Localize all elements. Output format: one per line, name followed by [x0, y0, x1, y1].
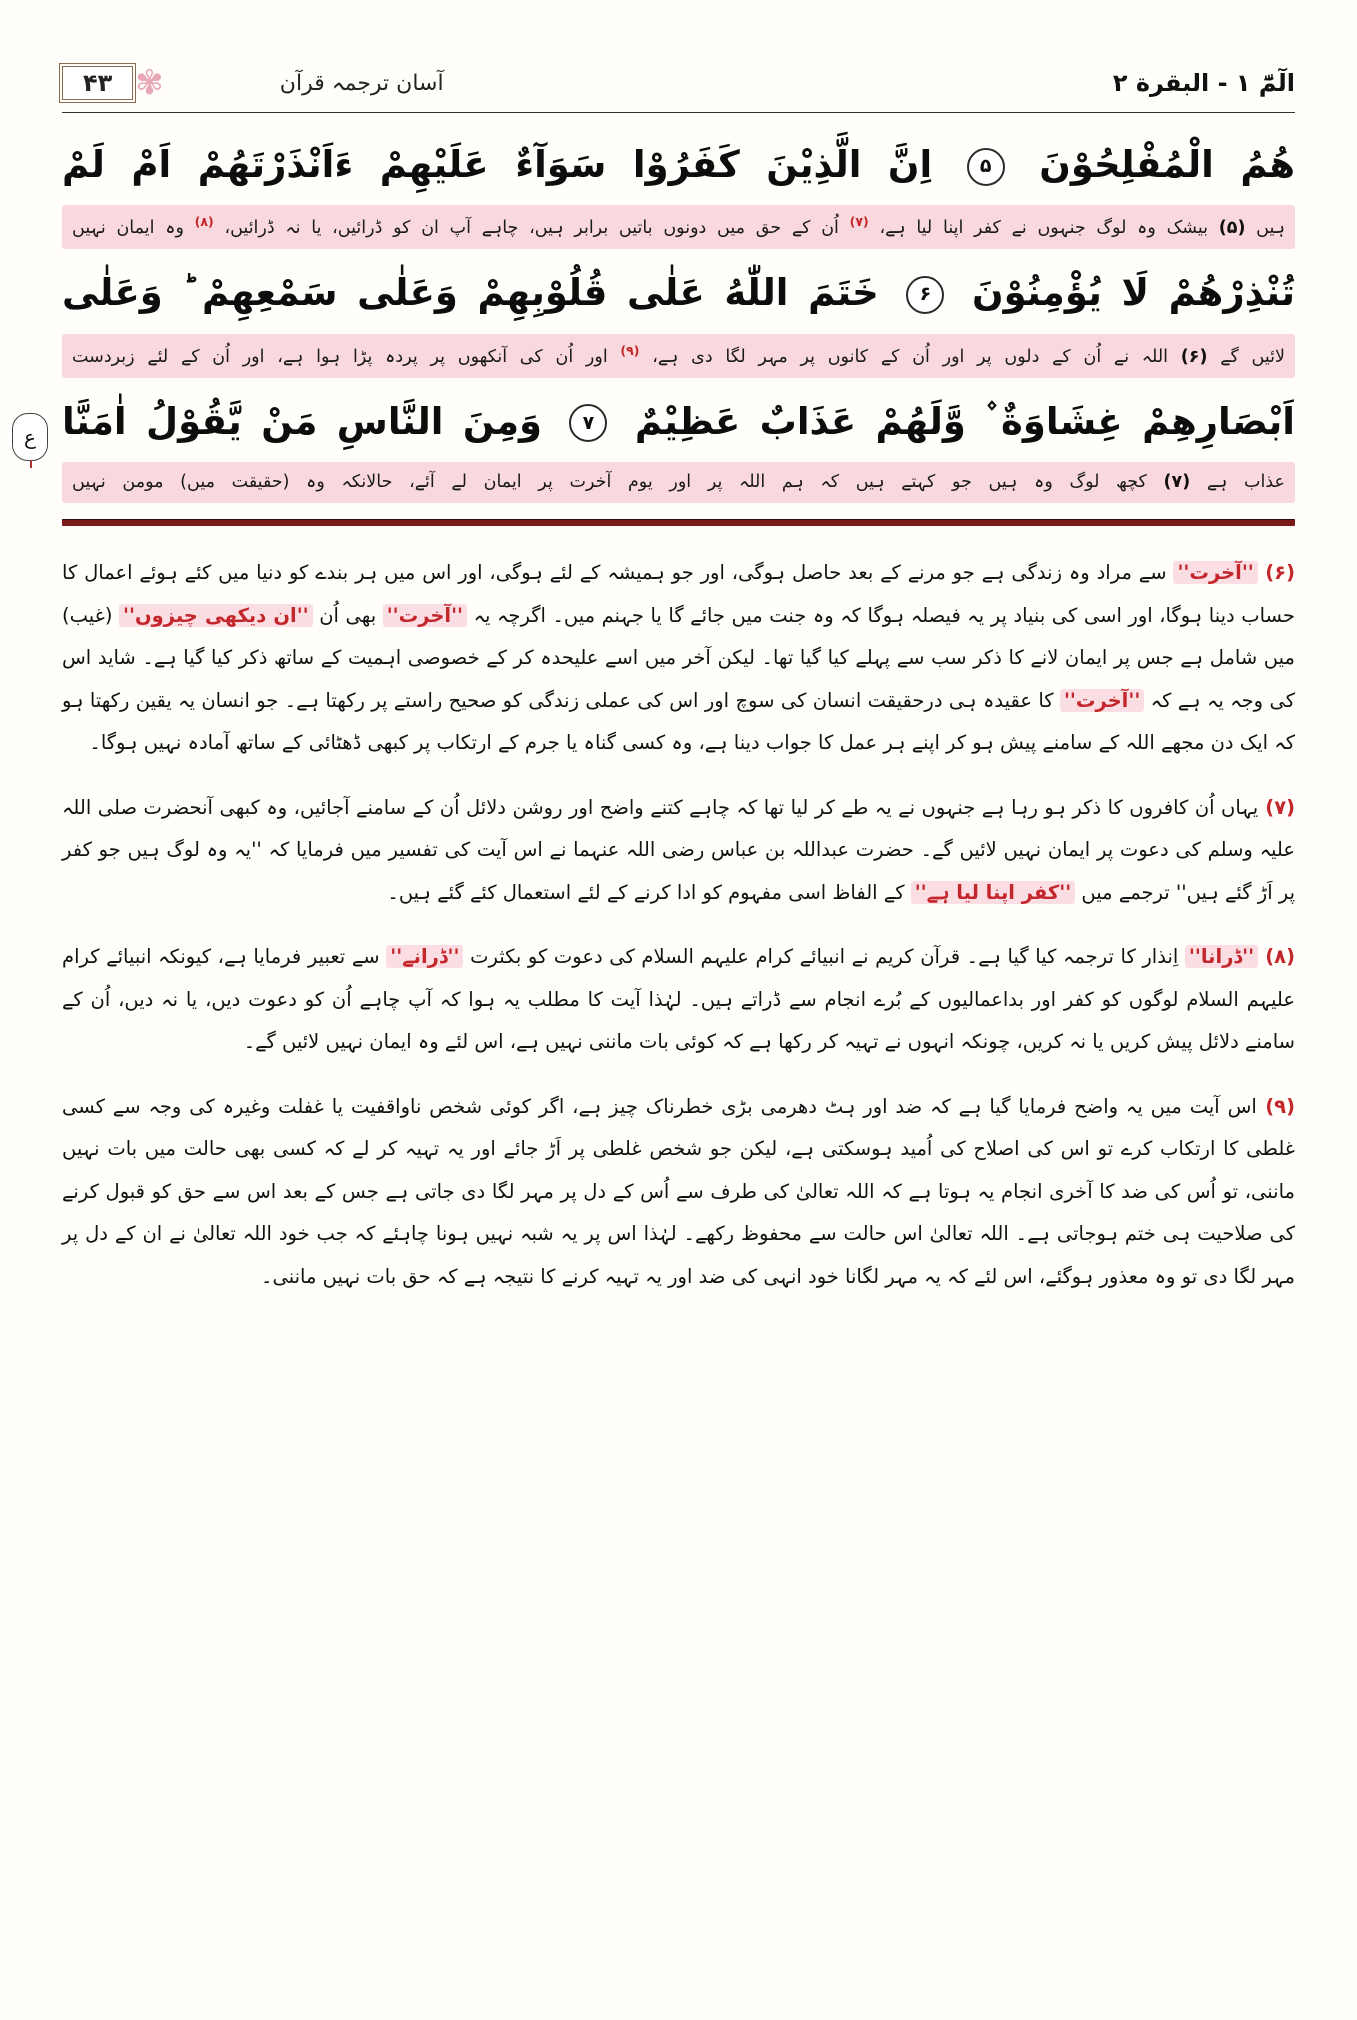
translation-text: اُن کے حق میں دونوں باتیں برابر ہیں، چاہے آپ ان کو ڈرائیں، یا نہ ڈرائیں،	[213, 218, 850, 239]
footnote-text: (غیب) میں شامل ہے جس پر ایمان لانے کا ذکر سب سے پہلے کیا گیا تھا۔ لیکن آخر میں اسے علیحدہ کر کے خصوصی اہمیت کے ساتھ ذکر کیا گیا ہے۔ شاید اس کی وجہ یہ ہے کہ	[62, 603, 1295, 712]
translation-text: ہیں	[1245, 218, 1286, 239]
page-number-badge: ۴۳	[62, 66, 133, 100]
arabic-marker: ۶	[906, 276, 944, 314]
translation-vnum: (۵)	[1218, 218, 1246, 239]
urdu-translation-band	[62, 462, 1295, 503]
footnote-text: یہاں اُن کافروں کا ذکر ہو رہا ہے جنہوں نے یہ طے کر لیا تھا کہ چاہے کتنے واضح اور روشن دلائل اُن کے سامنے آجائیں، وہ کبھی آنحضرت صلی اللہ علیہ وسلم کی دعوت پر ایمان نہیں لائیں گے۔ حضرت عبداللہ بن عباس رضی اللہ عنہما نے اس آیت کی تفسیر میں فرمایا کہ ''یہ وہ لوگ ہیں جو کفر پر اَڑ گئے ہیں'' ترجمے میں	[62, 795, 1295, 904]
translation-red: (۹)	[620, 342, 640, 358]
ruku-marker: ع	[12, 413, 48, 461]
section-divider	[62, 519, 1295, 526]
arabic-text: اَبْصَارِهِمْ غِشَاوَةٌ ۫ وَّلَهُمْ عَذَابٌ عَظِيْمٌ	[615, 399, 1295, 443]
footnote-hl: ''آخرت''	[1173, 561, 1257, 584]
book-title: آسان ترجمہ قرآن	[279, 70, 444, 96]
quran-arabic-line	[62, 259, 1295, 327]
header-left	[62, 63, 444, 103]
surah-reference: الٓمّٓ ١ - البقرة ٢	[1112, 69, 1295, 97]
quran-arabic-line	[62, 388, 1295, 456]
footnote-fn-num: (۷)	[1258, 795, 1296, 819]
translation-red: (۷)	[849, 214, 869, 230]
footnote-paragraph	[62, 787, 1295, 915]
footnote-paragraph	[62, 936, 1295, 1064]
footnote-hl: ''ڈرانے''	[386, 945, 463, 968]
arabic-text: وَمِنَ النَّاسِ مَنْ يَّقُوْلُ اٰمَنَّا	[62, 399, 562, 443]
footnote-text: اِنذار کا ترجمہ کیا گیا ہے۔ قرآن کریم نے انبیائے کرام علیہم السلام کی دعوت کو بکثرت	[463, 945, 1185, 969]
translation-text: لائیں گے	[1207, 346, 1285, 367]
footnote-hl: ''آخرت''	[383, 604, 467, 627]
quran-section	[24, 131, 1295, 503]
footnote-fn-num: (۶)	[1257, 561, 1295, 585]
footnote-hl: ''ڈرانا''	[1185, 945, 1258, 968]
footnote-text: بھی اُن	[312, 603, 383, 627]
flower-ornament-icon: ✾	[135, 63, 164, 103]
commentary-section	[62, 552, 1295, 1298]
translation-text: وہ ایمان نہیں	[72, 218, 195, 239]
translation-text: اللہ نے اُن کے دلوں پر اور اُن کے کانوں پر مہر لگا دی ہے،	[639, 346, 1181, 367]
urdu-translation-band	[62, 334, 1295, 378]
arabic-marker: ۷	[569, 404, 607, 442]
translation-vnum: (۷)	[1163, 472, 1191, 493]
footnote-text: سے مراد وہ زندگی ہے جو مرنے کے بعد حاصل ہوگی، اور جو ہمیشہ کے لئے ہوگی، اور اس میں ہر بندے کو دنیا میں کئے ہوئے اعمال کا حساب دینا ہوگا، اور اسی کی بنیاد پر یہ فیصلہ ہوگا کہ وہ جنت میں جائے گا یا جہنم میں۔ اگرچہ یہ	[62, 561, 1295, 627]
page-header	[62, 60, 1295, 106]
translation-text: اور اُن کی آنکھوں پر پردہ پڑا ہوا ہے، اور اُن کے لئے زبردست	[72, 346, 621, 367]
footnote-paragraph	[62, 1086, 1295, 1299]
footnote-paragraph	[62, 552, 1295, 765]
header-rule	[62, 112, 1295, 113]
footnote-hl: ''ان دیکھی چیزوں''	[119, 604, 313, 627]
translation-vnum: (۶)	[1180, 346, 1208, 367]
arabic-text: تُنْذِرْهُمْ لَا يُؤْمِنُوْنَ	[952, 271, 1295, 315]
translation-text: کچھ لوگ وہ ہیں جو کہتے ہیں کہ ہم اللہ پر اور یوم آخرت پر ایمان لے آئے، حالانکہ وہ (حقیقت میں) مومن نہیں	[72, 472, 1164, 493]
quran-arabic-line	[62, 131, 1295, 199]
footnote-hl: ''کفر اپنا لیا ہے''	[911, 881, 1076, 904]
translation-red: (۸)	[194, 214, 214, 230]
footnote-text: کا عقیدہ ہی درحقیقت انسان کی سوچ اور اس کی عملی زندگی کو صحیح راستے پر رکھتا ہے۔ جو انسان یہ یقین رکھتا ہو کہ ایک دن مجھے اللہ کے سامنے پیش ہو کر اپنے ہر عمل کا جواب دینا ہے، وہ کسی گناہ یا جرم کے ارتکاب پر کبھی ڈھٹائی کے ساتھ آمادہ نہیں ہوگا۔	[62, 688, 1295, 755]
footnote-hl: ''آخرت''	[1060, 689, 1144, 712]
arabic-text: خَتَمَ اللّٰهُ عَلٰى قُلُوْبِهِمْ وَعَلٰى سَمْعِهِمْ ؕ وَعَلٰى	[62, 271, 899, 315]
arabic-text: هُمُ الْمُفْلِحُوْنَ	[1012, 143, 1295, 186]
translation-text: بیشک وہ لوگ جنہوں نے کفر اپنا لیا ہے،	[868, 218, 1219, 239]
footnote-fn-num: (۸)	[1258, 945, 1295, 969]
urdu-translation-band	[62, 205, 1295, 249]
footnote-text: سے تعبیر فرمایا ہے، کیونکہ انبیائے کرام علیہم السلام لوگوں کو کفر اور بداعمالیوں کے بُرے انجام سے ڈراتے ہیں۔ لہٰذا آیت کا مطلب یہ ہوا کہ آپ چاہے اُن کو دعوت دیں، یا نہ دیں، اُن کے سامنے دلائل پیش کریں یا نہ کریں، چونکہ انہوں نے تہیہ کر رکھا ہے کہ کوئی بات ماننی نہیں ہے، اس لئے وہ ایمان نہیں لائیں گے۔	[62, 945, 1295, 1054]
arabic-text: اِنَّ الَّذِيْنَ كَفَرُوْا سَوَآءٌ عَلَيْهِمْ ءَاَنْذَرْتَهُمْ اَمْ لَمْ	[62, 143, 959, 186]
footnote-text: کے الفاظ اسی مفہوم کو ادا کرنے کے لئے استعمال کئے گئے ہیں۔	[387, 880, 911, 904]
footnote-text: اس آیت میں یہ واضح فرمایا گیا ہے کہ ضد اور ہٹ دھرمی بڑی خطرناک چیز ہے، اگر کوئی شخص ناواقفیت یا غفلت وغیرہ کی وجہ سے کسی غلطی کا ارتکاب کرے تو اس کی اصلاح کی اُمید ہوسکتی ہے، لیکن جو شخص غلطی پر اَڑ جائے اور یہ تہیہ کر لے کہ کسی بھی حالت میں بات نہیں ماننی، تو اُس کی ضد کا آخری انجام یہ ہوتا ہے کہ اللہ تعالیٰ کی طرف سے اُس کے دل پر مہر لگا دی جاتی ہے جس کے بعد اس سے حق کو قبول کرنے کی صلاحیت ہی ختم ہوجاتی ہے۔ اللہ تعالیٰ اس حالت سے محفوظ رکھے۔ لہٰذا اس پر یہ شبہ نہیں ہونا چاہئے کہ جب خود اللہ تعالیٰ نے ان کے دل پر مہر لگا دی تو وہ معذور ہوگئے، اس لئے کہ یہ مہر لگانا خود انہی کی ضد اور یہ تہیہ کرنے کا نتیجہ ہے کہ حق بات نہیں ماننی۔	[62, 1094, 1295, 1288]
translation-text: عذاب ہے	[1190, 472, 1285, 493]
arabic-marker: ۵	[967, 148, 1005, 186]
footnote-fn-num: (۹)	[1256, 1094, 1295, 1118]
